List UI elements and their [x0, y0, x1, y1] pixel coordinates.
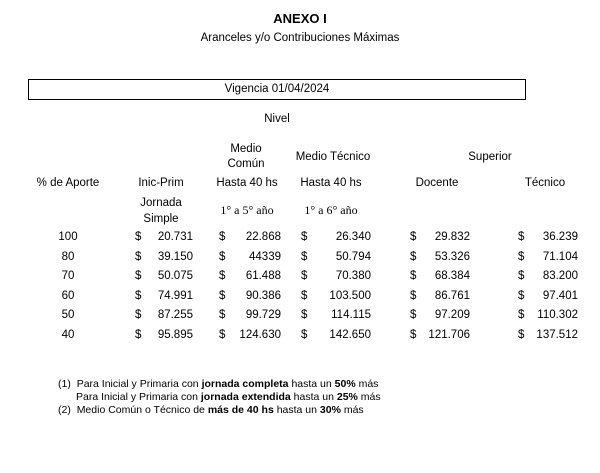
- amount-cell-docente: [410, 329, 470, 341]
- amount-cell-medio-tecnico: [301, 231, 371, 243]
- amount-value: 26.340: [335, 231, 371, 243]
- aporte-cell: 50: [61, 309, 75, 321]
- currency-symbol: $: [135, 290, 142, 302]
- amount-cell-inic-prim: [135, 251, 193, 263]
- currency-symbol: $: [410, 231, 417, 243]
- amount-cell-medio-comun: [219, 251, 281, 263]
- amount-value: 95.895: [157, 329, 193, 341]
- amount-value: 68.384: [434, 270, 470, 282]
- amount-cell-docente: [410, 270, 470, 282]
- amount-value: 124.630: [239, 329, 281, 341]
- amount-cell-tecnico: [518, 270, 578, 282]
- amount-cell-medio-tecnico: [301, 251, 371, 263]
- currency-symbol: $: [135, 329, 142, 341]
- currency-symbol: $: [301, 251, 308, 263]
- currency-symbol: $: [410, 309, 417, 321]
- document-title: ANEXO I: [273, 11, 327, 26]
- amount-cell-docente: [410, 309, 470, 321]
- amount-cell-inic-prim: [135, 309, 193, 321]
- header-anios-comun: 1° a 5° año: [220, 203, 274, 217]
- amount-value: 97.209: [434, 309, 470, 321]
- amount-value: 70.380: [335, 270, 371, 282]
- currency-symbol: $: [135, 251, 142, 263]
- currency-symbol: $: [410, 329, 417, 341]
- amount-cell-docente: [410, 231, 470, 243]
- aporte-cell: 100: [58, 231, 78, 243]
- note-2-marker: (2): [58, 404, 71, 416]
- amount-cell-medio-tecnico: [301, 270, 371, 282]
- currency-symbol: $: [301, 290, 308, 302]
- currency-symbol: $: [301, 309, 308, 321]
- amount-value: 86.761: [434, 290, 470, 302]
- amount-cell-tecnico: [518, 231, 578, 243]
- amount-cell-tecnico: [518, 329, 578, 341]
- amount-cell-medio-comun: [219, 231, 281, 243]
- amount-value: 142.650: [329, 329, 371, 341]
- vigencia-box: Vigencia 01/04/2024: [28, 79, 526, 100]
- amount-value: 99.729: [245, 309, 281, 321]
- currency-symbol: $: [518, 329, 525, 341]
- amount-value: 110.302: [537, 309, 578, 321]
- currency-symbol: $: [135, 309, 142, 321]
- amount-cell-docente: [410, 290, 470, 302]
- currency-symbol: $: [301, 270, 308, 282]
- currency-symbol: $: [518, 231, 525, 243]
- header-tecnico: Técnico: [524, 177, 566, 189]
- amount-cell-tecnico: [518, 290, 578, 302]
- header-jornada-simple: Jornada Simple: [140, 197, 182, 225]
- header-medio-comun: Medio Común: [227, 143, 265, 170]
- amount-value: 114.115: [331, 309, 371, 321]
- amount-cell-medio-tecnico: [301, 309, 371, 321]
- currency-symbol: $: [410, 251, 417, 263]
- amount-cell-medio-comun: [219, 270, 281, 282]
- amount-cell-medio-comun: [219, 290, 281, 302]
- amount-cell-inic-prim: [135, 329, 193, 341]
- amount-value: 61.488: [245, 270, 281, 282]
- aporte-cell: 40: [61, 329, 75, 341]
- amount-value: 74.991: [157, 290, 193, 302]
- amount-value: 121.706: [428, 329, 470, 341]
- note-1-line-1: (1) Para Inicial y Primaria con jornada completa hasta un 50% más: [58, 378, 379, 390]
- currency-symbol: $: [301, 231, 308, 243]
- amount-value: 97.401: [542, 290, 578, 302]
- amount-value: 137.512: [536, 329, 578, 341]
- currency-symbol: $: [518, 251, 525, 263]
- amount-cell-inic-prim: [135, 270, 193, 282]
- amount-cell-medio-tecnico: [301, 329, 371, 341]
- aporte-cell: 70: [61, 270, 75, 282]
- header-aporte: % de Aporte: [36, 177, 100, 189]
- currency-symbol: $: [518, 290, 525, 302]
- currency-symbol: $: [219, 290, 226, 302]
- amount-value: 90.386: [245, 290, 281, 302]
- currency-symbol: $: [410, 270, 417, 282]
- amount-cell-medio-comun: [219, 329, 281, 341]
- amount-cell-tecnico: [518, 309, 578, 321]
- note-1-line-2: Para Inicial y Primaria con jornada extendida hasta un 25% más: [76, 391, 381, 403]
- amount-value: 50.075: [157, 270, 193, 282]
- currency-symbol: $: [301, 329, 308, 341]
- nivel-label: Nivel: [264, 113, 290, 125]
- amount-value: 36.239: [542, 231, 578, 243]
- currency-symbol: $: [135, 270, 142, 282]
- note-2: (2) Medio Común o Técnico de más de 40 hs hasta un 30% más: [58, 404, 364, 416]
- currency-symbol: $: [219, 309, 226, 321]
- amount-value: 103.500: [329, 290, 371, 302]
- header-anios-tecnico: 1° a 6° año: [304, 203, 358, 217]
- amount-cell-docente: [410, 251, 470, 263]
- currency-symbol: $: [518, 270, 525, 282]
- currency-symbol: $: [518, 309, 525, 321]
- aporte-cell: 80: [61, 251, 75, 263]
- header-superior: Superior: [468, 151, 512, 163]
- amount-value: 29.832: [434, 231, 470, 243]
- amount-cell-inic-prim: [135, 290, 193, 302]
- amount-value: 44339: [249, 251, 281, 263]
- amount-value: 71.104: [542, 251, 578, 263]
- amount-value: 87.255: [157, 309, 193, 321]
- header-inic-prim: Inic-Prim: [138, 177, 184, 189]
- currency-symbol: $: [135, 231, 142, 243]
- amount-cell-medio-tecnico: [301, 290, 371, 302]
- currency-symbol: $: [219, 270, 226, 282]
- currency-symbol: $: [219, 231, 226, 243]
- amount-value: 20.731: [157, 231, 193, 243]
- currency-symbol: $: [219, 329, 226, 341]
- currency-symbol: $: [410, 290, 417, 302]
- amount-value: 50.794: [335, 251, 371, 263]
- amount-value: 83.200: [542, 270, 578, 282]
- aporte-cell: 60: [61, 290, 75, 302]
- currency-symbol: $: [219, 251, 226, 263]
- header-docente: Docente: [415, 177, 459, 189]
- header-hasta-40-tecnico: Hasta 40 hs: [300, 177, 362, 189]
- amount-value: 22.868: [245, 231, 281, 243]
- amount-cell-inic-prim: [135, 231, 193, 243]
- amount-value: 39.150: [157, 251, 193, 263]
- amount-cell-tecnico: [518, 251, 578, 263]
- header-medio-tecnico: Medio Técnico: [295, 151, 371, 163]
- document-subtitle: Aranceles y/o Contribuciones Máximas: [200, 32, 400, 44]
- header-hasta-40-comun: Hasta 40 hs: [216, 177, 278, 189]
- amount-cell-medio-comun: [219, 309, 281, 321]
- amount-value: 53.326: [434, 251, 470, 263]
- note-1-marker: (1): [58, 378, 71, 390]
